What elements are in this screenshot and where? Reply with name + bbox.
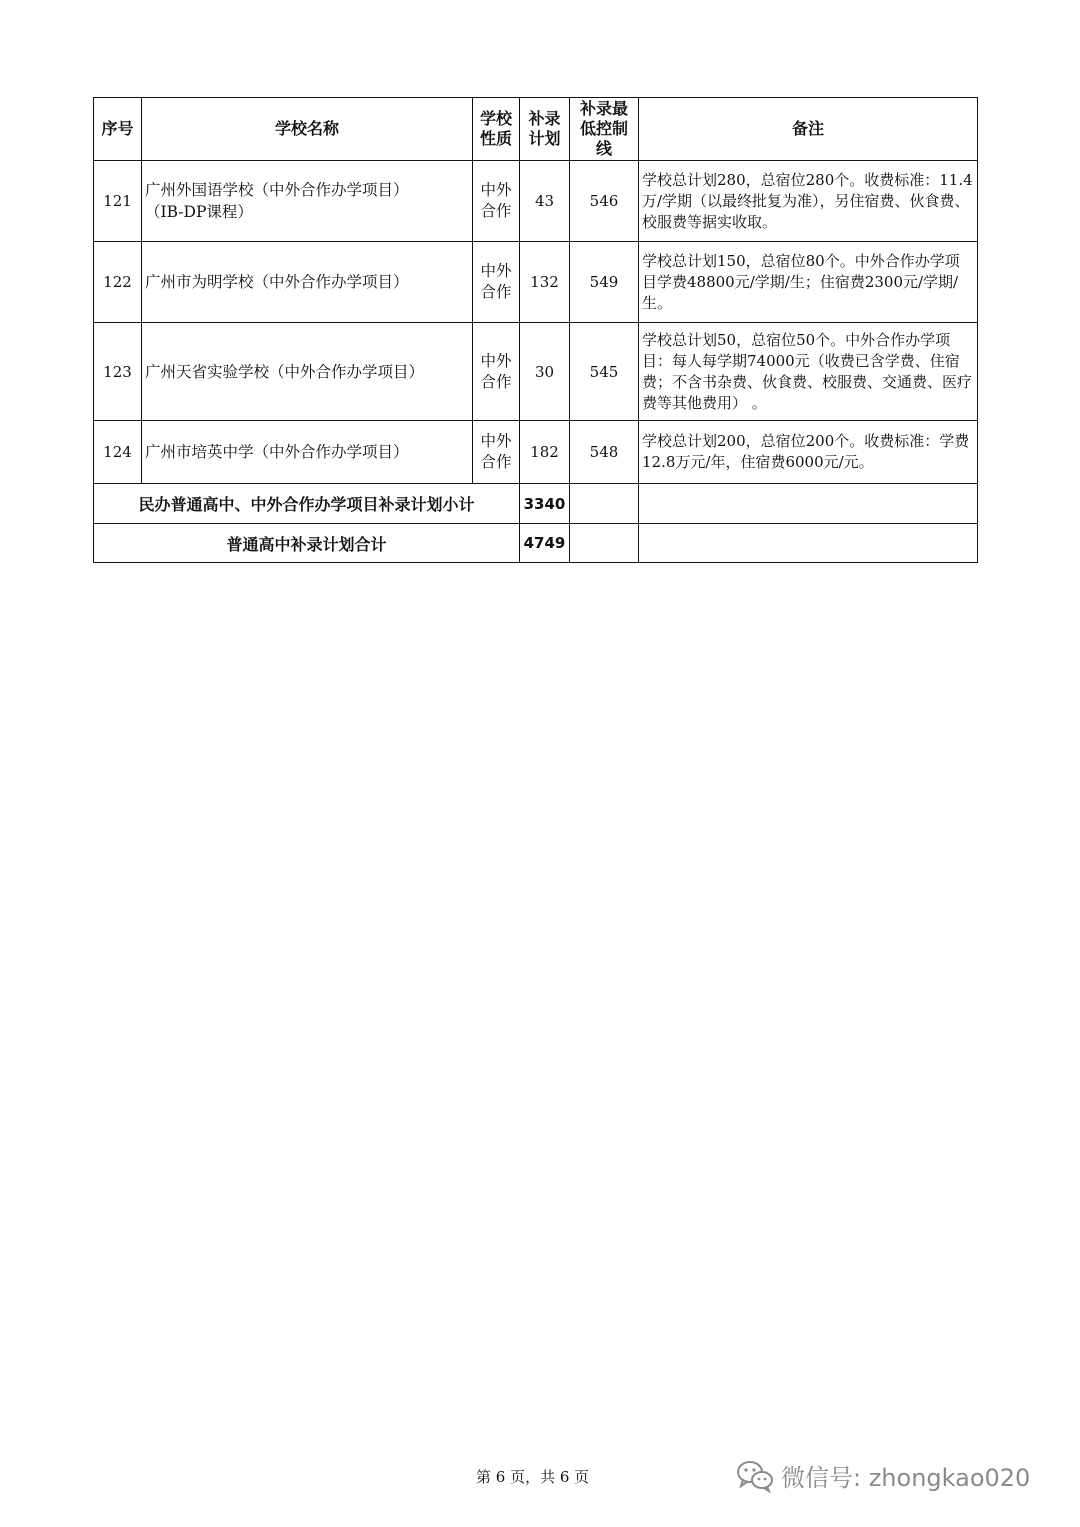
subtotal-empty-score	[570, 484, 639, 524]
header-school-type: 学校 性质	[473, 98, 520, 161]
total-label: 普通高中补录计划合计	[94, 524, 520, 563]
header-min-score: 补录最 低控制 线	[570, 98, 639, 161]
row-index: 121	[94, 161, 142, 242]
row-plan: 43	[520, 161, 570, 242]
row-index: 124	[94, 421, 142, 484]
watermark-text: 微信号: zhongkao020	[781, 1464, 1031, 1492]
row-remarks: 学校总计划150，总宿位80个。中外合作办学项目学费48800元/学期/生；住宿费2300元/学期/生。	[639, 242, 978, 323]
row-school-type: 中外 合作	[473, 421, 520, 484]
row-plan: 182	[520, 421, 570, 484]
row-plan: 30	[520, 323, 570, 421]
total-empty-remarks	[639, 524, 978, 563]
subtotal-empty-remarks	[639, 484, 978, 524]
table-row	[94, 323, 978, 421]
row-min-score: 546	[570, 161, 639, 242]
watermark	[735, 1458, 1030, 1493]
row-school-name: 广州天省实验学校（中外合作办学项目）	[142, 323, 473, 421]
row-remarks: 学校总计划50，总宿位50个。中外合作办学项目：每人每学期74000元（收费已含学费、住宿费；不含书杂费、伙食费、校服费、交通费、医疗费等其他费用） 。	[639, 323, 978, 421]
header-school-name: 学校名称	[142, 98, 473, 161]
row-plan: 132	[520, 242, 570, 323]
row-school-name: 广州市为明学校（中外合作办学项目）	[142, 242, 473, 323]
row-school-type: 中外 合作	[473, 161, 520, 242]
page-number: 第 6 页，共 6 页	[476, 1468, 590, 1486]
subtotal-row	[94, 484, 978, 524]
subtotal-value: 3340	[520, 484, 570, 524]
row-remarks: 学校总计划200，总宿位200个。收费标准：学费12.8万元/年，住宿费6000元/元。	[639, 421, 978, 484]
table-row	[94, 242, 978, 323]
table-header-row	[94, 98, 978, 161]
row-school-type: 中外 合作	[473, 242, 520, 323]
row-school-name: 广州外国语学校（中外合作办学项目） （IB-DP课程）	[142, 161, 473, 242]
row-school-name: 广州市培英中学（中外合作办学项目）	[142, 421, 473, 484]
row-school-type: 中外 合作	[473, 323, 520, 421]
total-empty-score	[570, 524, 639, 563]
total-row	[94, 524, 978, 563]
total-value: 4749	[520, 524, 570, 563]
wechat-icon	[735, 1459, 775, 1493]
row-min-score: 548	[570, 421, 639, 484]
header-supplement-plan: 补录 计划	[520, 98, 570, 161]
table-row	[94, 161, 978, 242]
header-index: 序号	[94, 98, 142, 161]
header-remarks: 备注	[639, 98, 978, 161]
supplement-plan-table	[93, 97, 978, 563]
row-index: 122	[94, 242, 142, 323]
subtotal-label: 民办普通高中、中外合作办学项目补录计划小计	[94, 484, 520, 524]
table-row	[94, 421, 978, 484]
row-min-score: 545	[570, 323, 639, 421]
row-min-score: 549	[570, 242, 639, 323]
row-remarks: 学校总计划280，总宿位280个。收费标准：11.4万/学期（以最终批复为准），另住宿费、伙食费、校服费等据实收取。	[639, 161, 978, 242]
row-index: 123	[94, 323, 142, 421]
